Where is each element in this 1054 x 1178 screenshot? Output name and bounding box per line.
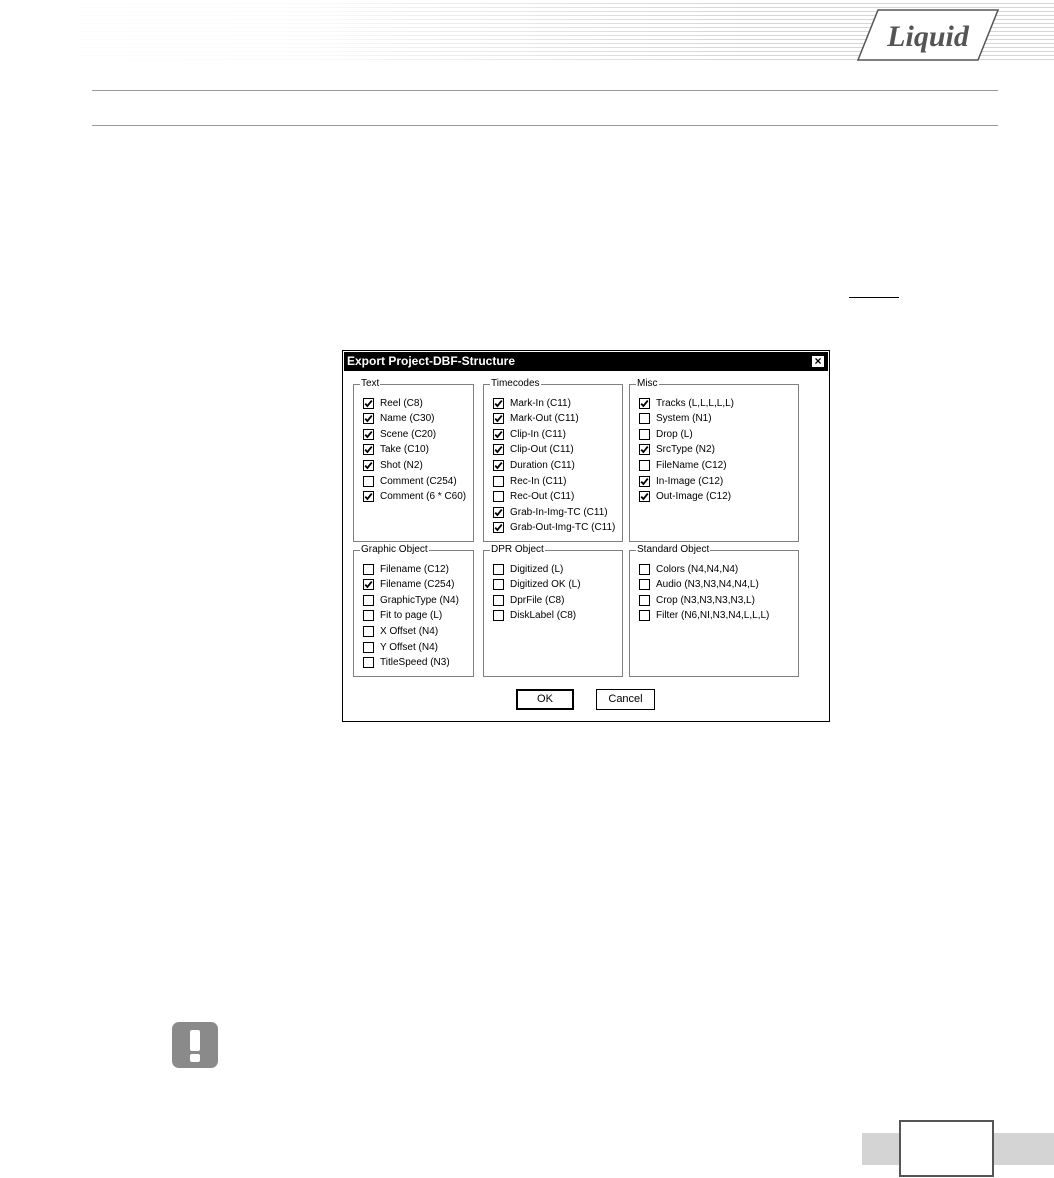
svg-text:Liquid: Liquid <box>887 20 969 53</box>
checkbox-unchecked[interactable] <box>639 595 650 606</box>
checkbox-unchecked[interactable] <box>493 610 504 621</box>
checkbox-label: X Offset (N4) <box>380 625 439 637</box>
checkbox-label: Out-Image (C12) <box>656 491 732 503</box>
checkbox-unchecked[interactable] <box>363 610 374 621</box>
checkbox-label: Reel (C8) <box>380 397 423 409</box>
checkbox-label: Filename (C12) <box>380 563 449 575</box>
checkbox-row[interactable] <box>639 427 693 441</box>
checkbox-row[interactable] <box>363 624 438 638</box>
group-title-dpr-object: DPR Object <box>491 544 544 555</box>
checkbox-row[interactable] <box>493 521 615 535</box>
checkbox-unchecked[interactable] <box>493 595 504 606</box>
checkbox-label: Comment (6 * C60) <box>380 491 467 503</box>
checkbox-row[interactable] <box>639 396 734 410</box>
group-title-standard-object: Standard Object <box>637 544 710 555</box>
checkbox-row[interactable] <box>363 474 457 488</box>
checkbox-checked[interactable] <box>493 413 504 424</box>
checkbox-checked[interactable] <box>363 460 374 471</box>
checkbox-unchecked[interactable] <box>639 413 650 424</box>
checkbox-row[interactable] <box>493 396 571 410</box>
checkbox-unchecked[interactable] <box>363 564 374 575</box>
checkbox-label: Take (C10) <box>380 444 429 456</box>
checkbox-row[interactable] <box>639 593 755 607</box>
group-title-text: Text <box>361 378 380 389</box>
second-rule <box>92 125 998 126</box>
link-underline <box>849 297 899 298</box>
checkbox-row[interactable] <box>363 412 434 426</box>
checkbox-row[interactable] <box>363 656 450 670</box>
checkbox-label: Colors (N4,N4,N4) <box>656 563 739 575</box>
checkbox-row[interactable] <box>493 578 581 592</box>
checkbox-row[interactable] <box>363 396 423 410</box>
checkbox-label: Comment (C254) <box>380 475 457 487</box>
checkbox-row[interactable] <box>639 609 769 623</box>
checkbox-row[interactable] <box>493 474 567 488</box>
checkbox-unchecked[interactable] <box>493 476 504 487</box>
group-title-graphic-object: Graphic Object <box>361 544 428 555</box>
checkbox-row[interactable] <box>493 609 576 623</box>
checkbox-label: GraphicType (N4) <box>380 594 459 606</box>
checkbox-row[interactable] <box>493 490 574 504</box>
group-text <box>353 378 474 542</box>
checkbox-label: Name (C30) <box>380 413 435 425</box>
checkbox-checked[interactable] <box>639 398 650 409</box>
checkbox-label: Digitized OK (L) <box>510 579 581 591</box>
checkbox-label: Clip-In (C11) <box>510 428 566 440</box>
checkbox-checked[interactable] <box>363 413 374 424</box>
checkbox-unchecked[interactable] <box>639 429 650 440</box>
checkbox-label: Digitized (L) <box>510 563 564 575</box>
checkbox-row[interactable] <box>363 443 429 457</box>
checkbox-label: Filter (N6,NI,N3,N4,L,L,L) <box>656 610 770 622</box>
checkbox-row[interactable] <box>363 458 423 472</box>
checkbox-row[interactable] <box>493 412 579 426</box>
checkbox-row[interactable] <box>493 593 564 607</box>
checkbox-row[interactable] <box>639 443 715 457</box>
group-graphic-object <box>353 544 474 677</box>
top-rule <box>92 90 998 91</box>
checkbox-row[interactable] <box>493 443 574 457</box>
dialog-title: Export Project-DBF-Structure <box>347 354 516 368</box>
checkbox-label: DprFile (C8) <box>510 594 565 606</box>
checkbox-label: FileName (C12) <box>656 459 727 471</box>
checkbox-row[interactable] <box>493 427 566 441</box>
checkbox-checked[interactable] <box>363 429 374 440</box>
checkbox-checked[interactable] <box>363 491 374 502</box>
close-icon[interactable]: × <box>811 355 825 368</box>
checkbox-label: Drop (L) <box>656 428 693 440</box>
checkbox-checked[interactable] <box>363 444 374 455</box>
checkbox-unchecked[interactable] <box>639 564 650 575</box>
checkbox-checked[interactable] <box>363 579 374 590</box>
group-dpr-object <box>483 544 623 677</box>
checkbox-label: In-Image (C12) <box>656 475 724 487</box>
checkbox-row[interactable] <box>363 609 442 623</box>
checkbox-label: Shot (N2) <box>380 459 423 471</box>
checkbox-row[interactable] <box>493 505 608 519</box>
exclamation-bar <box>190 1030 200 1051</box>
checkbox-checked[interactable] <box>493 398 504 409</box>
dialog-titlebar <box>344 352 828 371</box>
checkbox-row[interactable] <box>639 412 712 426</box>
checkbox-unchecked[interactable] <box>493 491 504 502</box>
checkbox-checked[interactable] <box>639 476 650 487</box>
checkbox-label: Scene (C20) <box>380 428 437 440</box>
checkbox-row[interactable] <box>363 427 436 441</box>
group-standard-object <box>629 544 799 677</box>
group-timecodes <box>483 378 623 542</box>
checkbox-unchecked[interactable] <box>363 626 374 637</box>
exclamation-dot <box>190 1054 200 1062</box>
checkbox-row[interactable] <box>493 562 563 576</box>
checkbox-unchecked[interactable] <box>363 476 374 487</box>
checkbox-unchecked[interactable] <box>639 460 650 471</box>
checkbox-checked[interactable] <box>493 522 504 533</box>
checkbox-label: Rec-Out (C11) <box>510 491 575 503</box>
checkbox-checked[interactable] <box>493 444 504 455</box>
checkbox-unchecked[interactable] <box>639 610 650 621</box>
checkbox-checked[interactable] <box>363 398 374 409</box>
checkbox-checked[interactable] <box>493 460 504 471</box>
checkbox-checked[interactable] <box>493 507 504 518</box>
checkbox-unchecked[interactable] <box>493 579 504 590</box>
checkbox-label: DiskLabel (C8) <box>510 610 577 622</box>
group-title-timecodes: Timecodes <box>491 378 540 389</box>
checkbox-label: Mark-In (C11) <box>510 397 571 409</box>
checkbox-row[interactable] <box>363 593 459 607</box>
checkbox-label: Grab-Out-Img-TC (C11) <box>510 522 616 534</box>
checkbox-unchecked[interactable] <box>363 657 374 668</box>
ok-button[interactable]: OK <box>516 689 574 710</box>
checkbox-label: Tracks (L,L,L,L,L) <box>656 397 734 409</box>
exclamation-icon <box>172 1022 218 1068</box>
checkbox-label: Grab-In-Img-TC (C11) <box>510 506 608 518</box>
checkbox-unchecked[interactable] <box>639 579 650 590</box>
checkbox-label: SrcType (N2) <box>656 444 715 456</box>
checkbox-label: Audio (N3,N3,N4,N4,L) <box>656 579 759 591</box>
checkbox-label: Rec-In (C11) <box>510 475 567 487</box>
checkbox-checked[interactable] <box>639 491 650 502</box>
checkbox-label: Duration (C11) <box>510 459 575 471</box>
group-title-misc: Misc <box>637 378 658 389</box>
checkbox-label: System (N1) <box>656 413 712 425</box>
checkbox-unchecked[interactable] <box>363 642 374 653</box>
checkbox-row[interactable] <box>363 640 438 654</box>
checkbox-label: Crop (N3,N3,N3,N3,L) <box>656 594 755 606</box>
checkbox-unchecked[interactable] <box>493 564 504 575</box>
checkbox-row[interactable] <box>363 578 454 592</box>
checkbox-row[interactable] <box>639 562 738 576</box>
checkbox-unchecked[interactable] <box>363 595 374 606</box>
checkbox-label: Y Offset (N4) <box>380 641 438 653</box>
checkbox-label: Mark-Out (C11) <box>510 413 579 425</box>
checkbox-row[interactable] <box>639 458 727 472</box>
checkbox-checked[interactable] <box>493 429 504 440</box>
checkbox-label: Clip-Out (C11) <box>510 444 574 456</box>
checkbox-row[interactable] <box>493 458 575 472</box>
checkbox-row[interactable] <box>639 474 723 488</box>
checkbox-row[interactable] <box>363 562 449 576</box>
checkbox-row[interactable] <box>639 490 731 504</box>
cancel-button[interactable]: Cancel <box>596 689 655 710</box>
checkbox-label: Filename (C254) <box>380 579 455 591</box>
checkbox-row[interactable] <box>639 578 759 592</box>
group-misc <box>629 378 799 542</box>
checkbox-row[interactable] <box>363 490 466 504</box>
page-number-box <box>899 1120 994 1177</box>
checkbox-checked[interactable] <box>639 444 650 455</box>
checkbox-label: TitleSpeed (N3) <box>380 657 450 669</box>
checkbox-label: Fit to page (L) <box>380 610 443 622</box>
export-dbf-dialog <box>342 350 830 722</box>
liquid-logo <box>850 6 1000 64</box>
